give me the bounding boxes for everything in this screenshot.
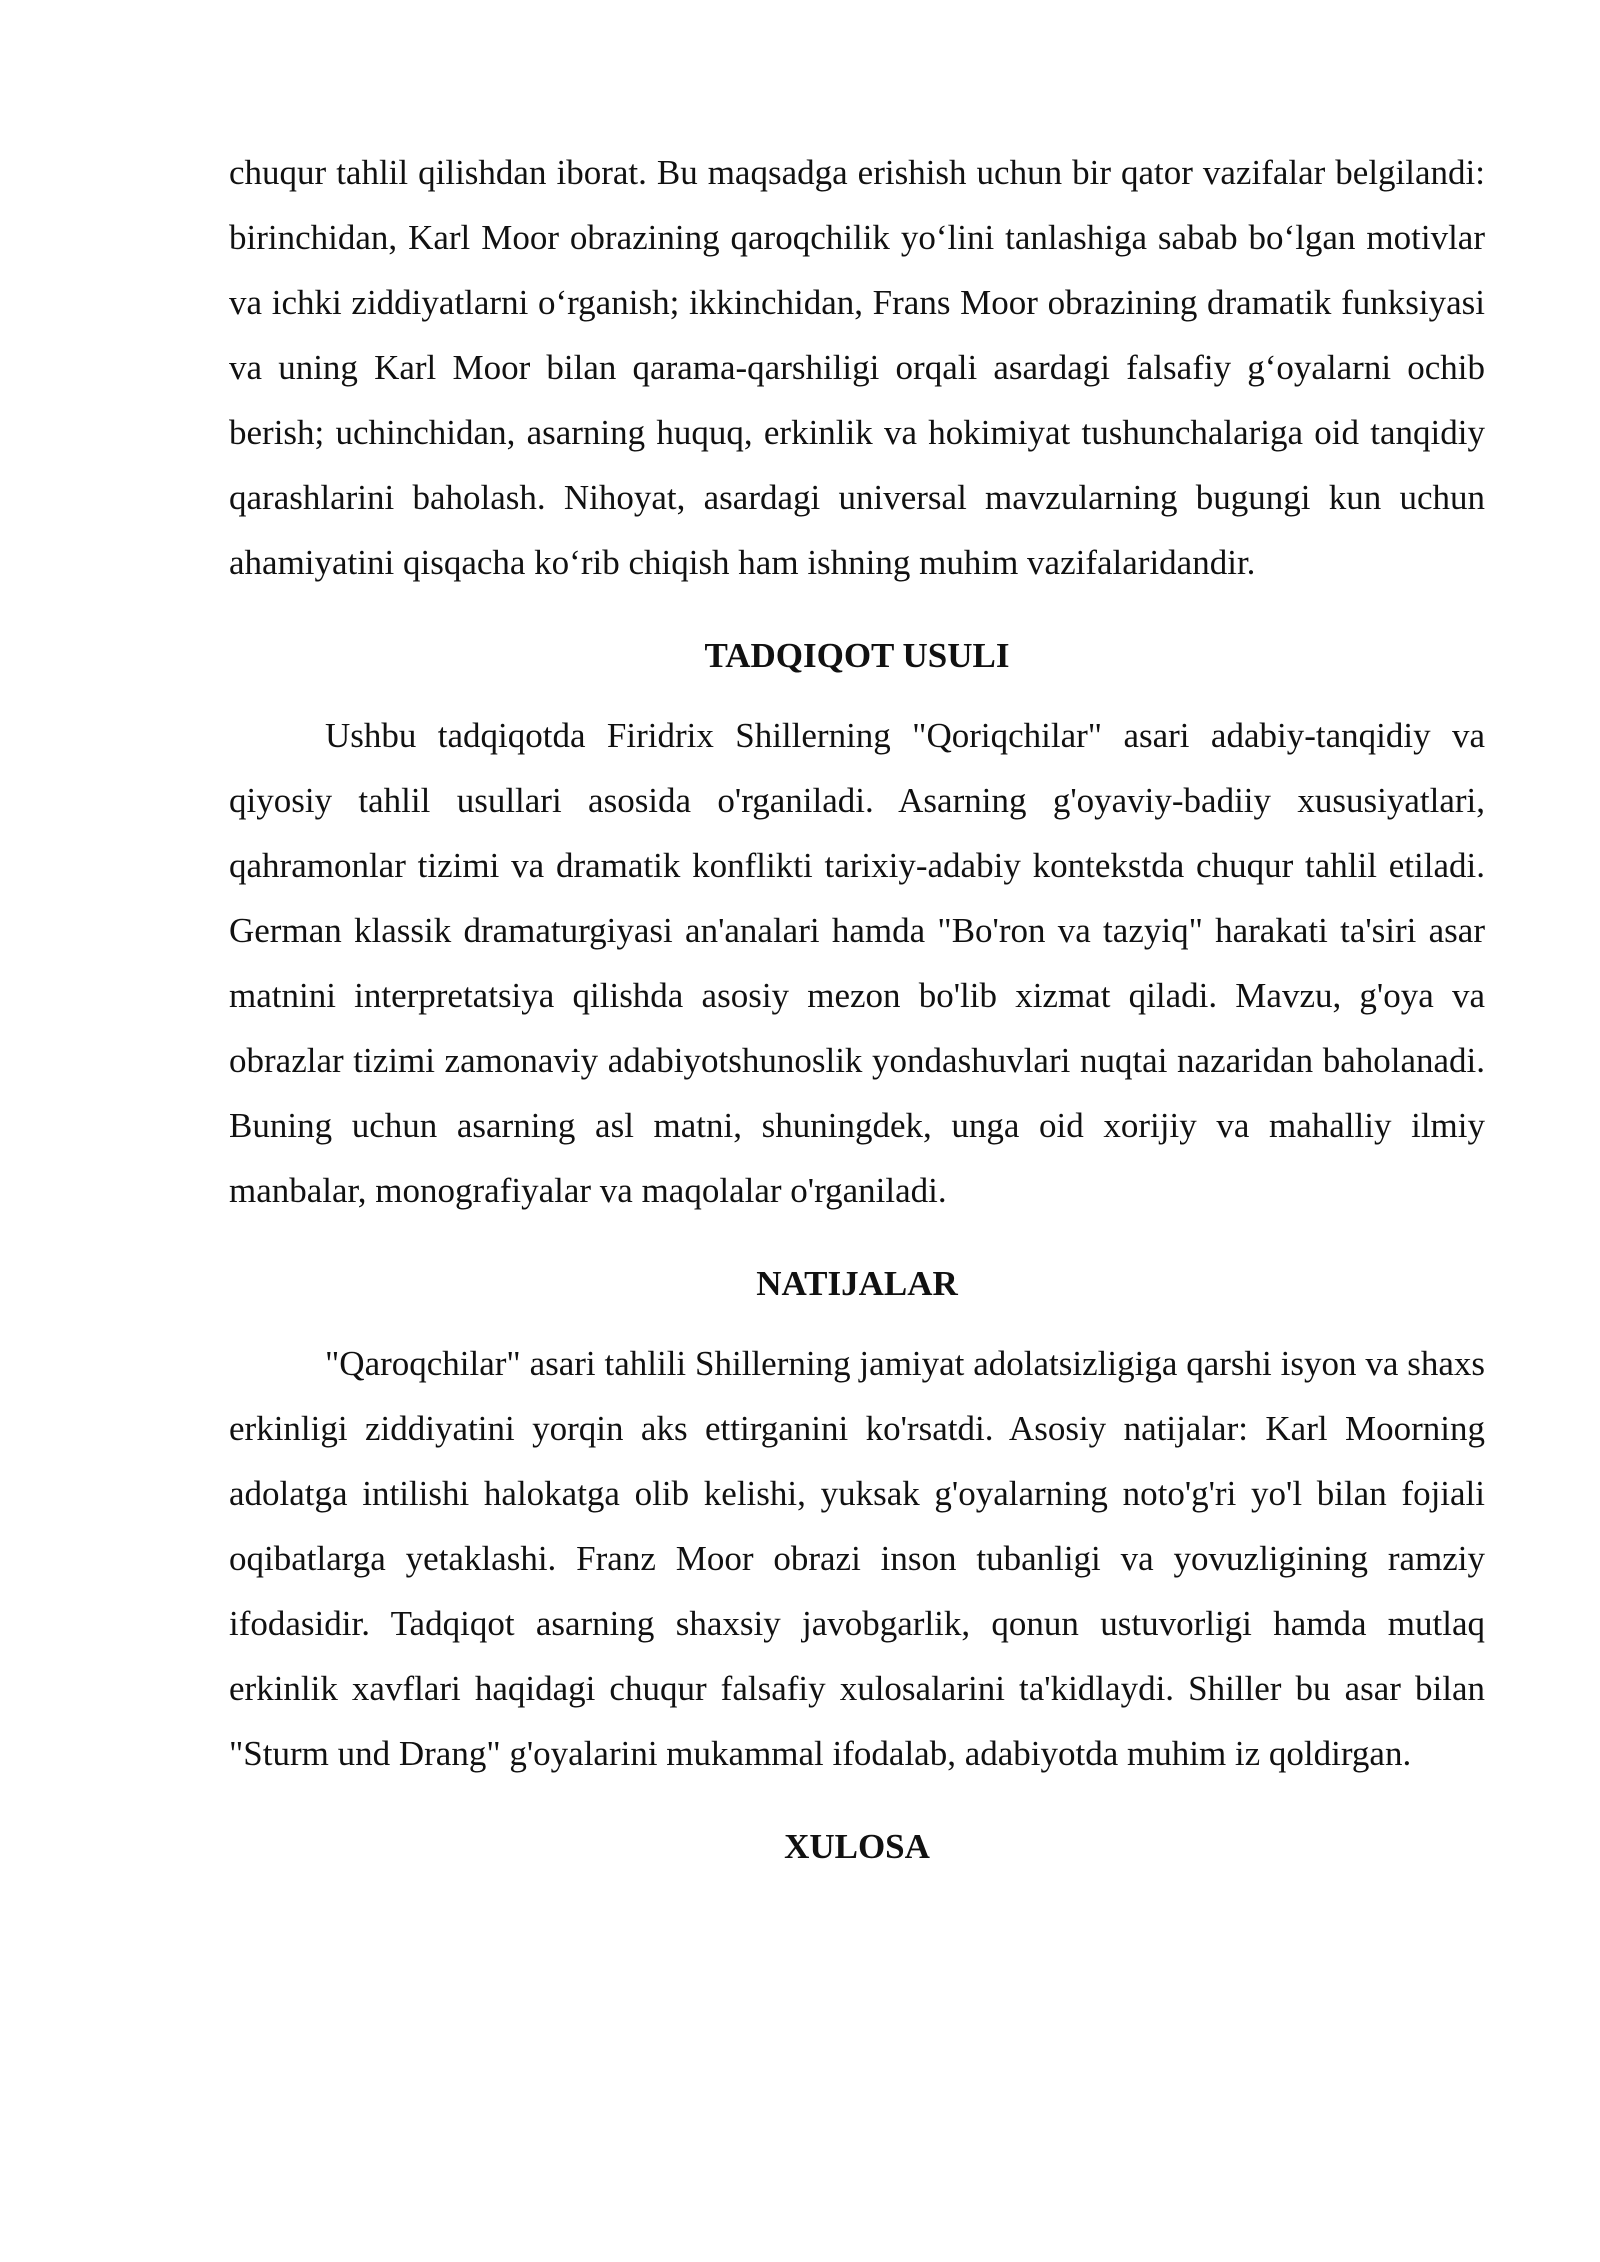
intro-paragraph: chuqur tahlil qilishdan iborat. Bu maqsadga erishish uchun bir qator vazifalar belgilandi: birinchidan, Karl Moor obrazining qaroqchilik yo‘lini tanlashiga sabab bo‘lgan motivlar va ichki ziddiyatlarni o‘rganish; ikkinchidan, Frans Moor obrazining dramatik funksiyasi va uning Karl Moor bilan qarama-qarshiligi orqali asardagi falsafiy g‘oyalarni ochib berish; uchinchidan, asarning huquq, erkinlik va hokimiyat tushunchalariga oid tanqidiy qarashlarini baholash. Nihoyat, asardagi universal mavzularning bugungi kun uchun ahamiyatini qisqacha ko‘rib chiqish ham ishning muhim vazifalaridandir. <box>229 153 1485 582</box>
section-heading-results: NATIJALAR <box>756 1264 958 1303</box>
results-paragraph: "Qaroqchilar" asari tahlili Shillerning jamiyat adolatsizligiga qarshi isyon va shaxs erkinligi ziddiyatini yorqin aks ettirganini ko'rsatdi. Asosiy natijalar: Karl Moorning adolatga intilishi halokatga olib kelishi, yuksak g'oyalarning noto'g'ri yo'l bilan fojiali oqibatlarga yetaklashi. Franz Moor obrazi inson tubanligi va yovuzligining ramziy ifodasidir. Tadqiqot asarning shaxsiy javobgarlik, qonun ustuvorligi hamda mutlaq erkinlik xavflari haqidagi chuqur falsafiy xulosalarini ta'kidlaydi. Shiller bu asar bilan "Sturm und Drang" g'oyalarini mukammal ifodalab, adabiyotda muhim iz qoldirgan. <box>229 1344 1485 1773</box>
section-heading-method: TADQIQOT USULI <box>704 636 1010 675</box>
section-heading-conclusion: XULOSA <box>784 1827 930 1866</box>
document-page <box>229 140 1485 1879</box>
method-paragraph: Ushbu tadqiqotda Firidrix Shillerning "Qoriqchilar" asari adabiy-tanqidiy va qiyosiy tahlil usullari asosida o'rganiladi. Asarning g'oyaviy-badiiy xususiyatlari, qahramonlar tizimi va dramatik konflikti tarixiy-adabiy kontekstda chuqur tahlil etiladi. German klassik dramaturgiyasi an'analari hamda "Bo'ron va tazyiq" harakati ta'siri asar matnini interpretatsiya qilishda asosiy mezon bo'lib xizmat qiladi. Mavzu, g'oya va obrazlar tizimi zamonaviy adabiyotshunoslik yondashuvlari nuqtai nazaridan baholanadi. Buning uchun asarning asl matni, shuningdek, unga oid xorijiy va mahalliy ilmiy manbalar, monografiyalar va maqolalar o'rganiladi. <box>229 716 1485 1210</box>
